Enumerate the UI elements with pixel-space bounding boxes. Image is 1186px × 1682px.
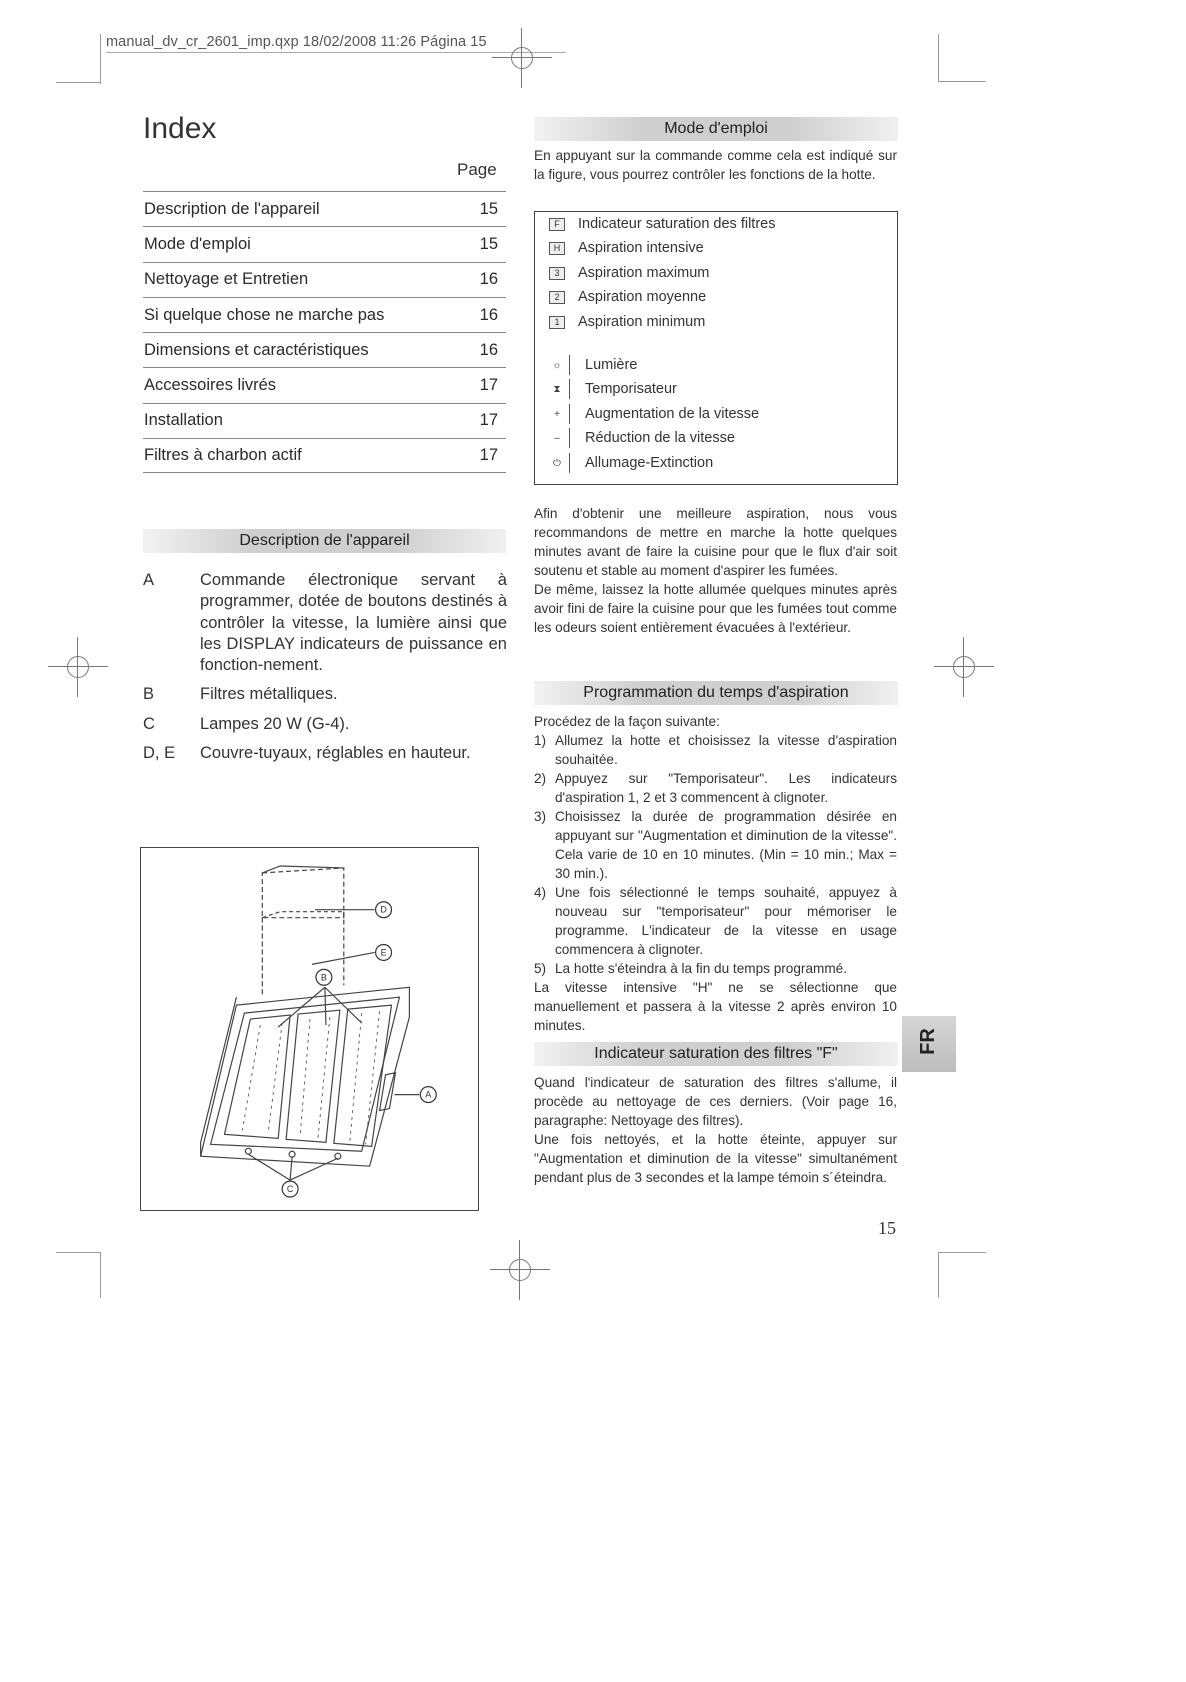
button-row: ⏻ Allumage-Extinction xyxy=(549,453,713,473)
indicator-row: 2 Aspiration moyenne xyxy=(549,289,706,305)
speed-3-icon: 3 xyxy=(549,267,565,280)
page-column-label: Page xyxy=(457,160,497,179)
mode-emploi-intro: En appuyant sur la commande comme cela est indiqué sur la figure, vous pourrez contrôler les fonctions de la hotte. xyxy=(534,148,897,182)
crop-mark xyxy=(100,1252,101,1298)
intensive-icon: H xyxy=(549,242,565,255)
index-row: Description de l'appareil 15 xyxy=(143,191,506,226)
minus-icon: – xyxy=(554,432,560,444)
step-item: 4) Une fois sélectionné le temps souhaité, appuyez à nouveau sur "temporisateur" pour mémoriser le programme. L'indicateur de la vitesse en usage commencera à clignoter. xyxy=(534,885,897,957)
indicator-row: F Indicateur saturation des filtres xyxy=(549,216,775,232)
hood-diagram xyxy=(140,847,479,1211)
diagram-label-d: D xyxy=(380,904,387,915)
registration-mark-left xyxy=(48,637,108,697)
light-icon: ☼ xyxy=(552,359,562,371)
button-row: + Augmentation de la vitesse xyxy=(549,404,759,424)
diagram-label-e: E xyxy=(380,947,387,958)
index-row: Accessoires livrés 17 xyxy=(143,367,506,402)
crop-mark xyxy=(938,1252,939,1298)
crop-mark xyxy=(938,1252,986,1253)
index-row: Nettoyage et Entretien 16 xyxy=(143,262,506,297)
diagram-label-c: C xyxy=(286,1184,294,1195)
index-row: Installation 17 xyxy=(143,403,506,438)
speed-2-icon: 2 xyxy=(549,291,565,304)
timer-icon: ⧗ xyxy=(553,383,561,395)
description-item: B Filtres métalliques. xyxy=(143,685,338,704)
step-item: 5) La hotte s'éteindra à la fin du temps programmé. xyxy=(534,961,848,976)
control-functions-box xyxy=(534,211,898,485)
saturation-heading: Indicateur saturation des filtres "F" xyxy=(534,1042,898,1066)
crop-mark xyxy=(938,34,939,82)
index-table xyxy=(143,191,506,473)
description-item: C Lampes 20 W (G-4). xyxy=(143,714,350,733)
description-item: A Commande électronique servant à programmer, dotée de boutons destinés à contrôler la vitesse, la lumière ainsi que les DISPLAY indicateurs de puissance en fonction-nement. xyxy=(143,571,507,675)
description-list xyxy=(143,570,507,772)
mode-emploi-heading: Mode d'emploi xyxy=(534,117,898,141)
crop-mark xyxy=(56,82,100,83)
description-item: D, E Couvre-tuyaux, réglables en hauteur. xyxy=(143,744,471,763)
programmation-heading: Programmation du temps d'aspiration xyxy=(534,681,898,705)
registration-mark-top xyxy=(492,28,552,88)
language-tab: FR xyxy=(902,1016,956,1072)
button-row: ⧗ Temporisateur xyxy=(549,379,677,399)
speed-1-icon: 1 xyxy=(549,316,565,329)
index-row: Si quelque chose ne marche pas 16 xyxy=(143,297,506,332)
step-item: 1) Allumez la hotte et choisissez la vitesse d'aspiration souhaitée. xyxy=(534,733,897,767)
registration-mark-bottom xyxy=(490,1240,550,1300)
crop-mark xyxy=(56,1252,100,1253)
power-icon: ⏻ xyxy=(553,457,561,469)
programmation-text: Procédez de la façon suivante: 1) Allumez la hotte et choisissez la vitesse d'aspiration souhaitée. 2) Appuyez sur "Temporisateur". Les indicateurs d'aspiration 1, 2 et 3 commencent à clignoter. 3) Choisissez la durée de programmation désirée en appuyant sur "Augmentation et diminution de la vitesse". Cela varie de 10 en 10 minutes. (Min = 10 min.; Max = 30 min.). 4) Une fois sélectionné le temps souhaité, appuyez à nouveau sur "temporisateur" pour mémoriser le programme. L'indicateur de la vitesse en usage commencera à clignoter. 5) La hotte s'éteindra à la fin du temps programmé. La vitesse intensive "H" ne se sélectionne que manuellement et passera à la vitesse 2 après environ 10 minutes. xyxy=(534,714,897,1033)
index-row: Dimensions et caractéristiques 16 xyxy=(143,332,506,367)
index-title: Index xyxy=(143,112,217,145)
diagram-label-b: B xyxy=(320,972,327,983)
page-number: 15 xyxy=(878,1218,896,1238)
saturation-text: Quand l'indicateur de saturation des filtres s'allume, il procède au nettoyage de ces derniers. (Voir page 16, paragraphe: Nettoyage des filtres). Une fois nettoyés, et la hotte éteinte, appuyer sur "Augmentation et diminution de la vitesse" simultanément pendant plus de 3 secondes et la lampe témoin s´éteindra. xyxy=(534,1075,897,1185)
plus-icon: + xyxy=(554,408,560,420)
programmation-steps xyxy=(534,731,897,978)
crop-mark xyxy=(938,81,986,82)
filter-saturation-icon: F xyxy=(549,218,565,231)
description-heading: Description de l'appareil xyxy=(143,529,506,553)
registration-mark-right xyxy=(934,637,994,697)
crop-mark xyxy=(100,34,101,84)
index-row: Mode d'emploi 15 xyxy=(143,226,506,261)
step-item: 2) Appuyez sur "Temporisateur". Les indicateurs d'aspiration 1, 2 et 3 commencent à clignoter. xyxy=(534,771,897,805)
indicator-row: 1 Aspiration minimum xyxy=(549,314,705,330)
indicator-row: 3 Aspiration maximum xyxy=(549,265,709,281)
usage-advice: Afin d'obtenir une meilleure aspiration, nous vous recommandons de mettre en marche la hotte quelques minutes avant de faire la cuisine pour que le flux d'air soit soutenu et stable au moment d'aspirer les fumées. De même, laissez la hotte allumée quelques minutes après avoir fini de faire la cuisine pour que les fumées tout comme les odeurs soient entièrement évacuées à l'extérieur. xyxy=(534,506,897,635)
button-row: – Réduction de la vitesse xyxy=(549,428,735,448)
indicator-row: H Aspiration intensive xyxy=(549,240,704,256)
step-item: 3) Choisissez la durée de programmation désirée en appuyant sur "Augmentation et diminution de la vitesse". Cela varie de 10 en 10 minutes. (Min = 10 min.; Max = 30 min.). xyxy=(534,809,897,881)
diagram-label-a: A xyxy=(425,1089,432,1100)
print-header: manual_dv_cr_2601_imp.qxp 18/02/2008 11:26 Página 15 xyxy=(106,34,487,50)
index-row: Filtres à charbon actif 17 xyxy=(143,438,506,473)
button-row: ☼ Lumière xyxy=(549,355,637,375)
hood-diagram-drawing xyxy=(141,848,478,1210)
